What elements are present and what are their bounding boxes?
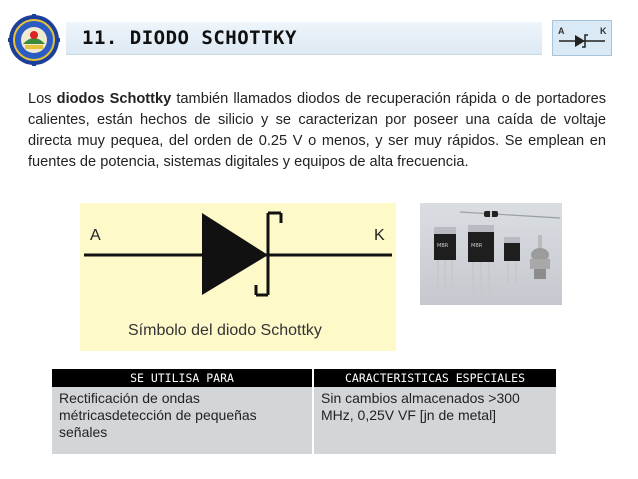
table-header-row (52, 369, 557, 387)
intro-bold-term: diodos Schottky (56, 91, 172, 107)
intro-text-rest: también llamados diodos de recuperación rápida o de portadores calientes, están hechos de silicio y se caracterizan por poseer una caída de voltaje directa muy pequea, del orden de 0.25 V o menos, y ser muy rápidos. Se emplean en fuentes de potencia, sistemas digitales y equipos de alta frecuencia. (28, 91, 606, 170)
page-title: 11. DIODO SCHOTTKY (82, 27, 297, 49)
part-label-1: MBR (437, 243, 449, 249)
cell-characteristics: Sin cambios almacenados >300 MHz, 0,25V VF [jn de metal] (313, 387, 557, 454)
corner-anode-label: A (558, 26, 565, 36)
title-bar (66, 22, 542, 55)
institution-logo (8, 14, 60, 66)
anode-label: A (90, 227, 101, 244)
header-characteristics: CARACTERISTICAS ESPECIALES (313, 369, 557, 387)
intro-paragraph (28, 89, 606, 173)
cell-uses: Rectificación de ondas métricasdetección de pequeñas señales (52, 387, 313, 454)
diode-symbol-icon (80, 203, 396, 313)
part-label-2: MBR (471, 243, 483, 249)
schottky-symbol-diagram (80, 203, 396, 351)
diode-packages-photo (420, 203, 562, 305)
table-row (52, 387, 557, 454)
cathode-label: K (374, 227, 385, 244)
schottky-icon (553, 21, 611, 55)
header-uses: SE UTILISA PARA (52, 369, 313, 387)
properties-table (52, 369, 558, 454)
intro-text-start: Los (28, 91, 57, 107)
corner-cathode-label: K (600, 26, 607, 36)
symbol-caption: Símbolo del diodo Schottky (128, 322, 322, 339)
corner-diode-symbol (552, 20, 612, 56)
